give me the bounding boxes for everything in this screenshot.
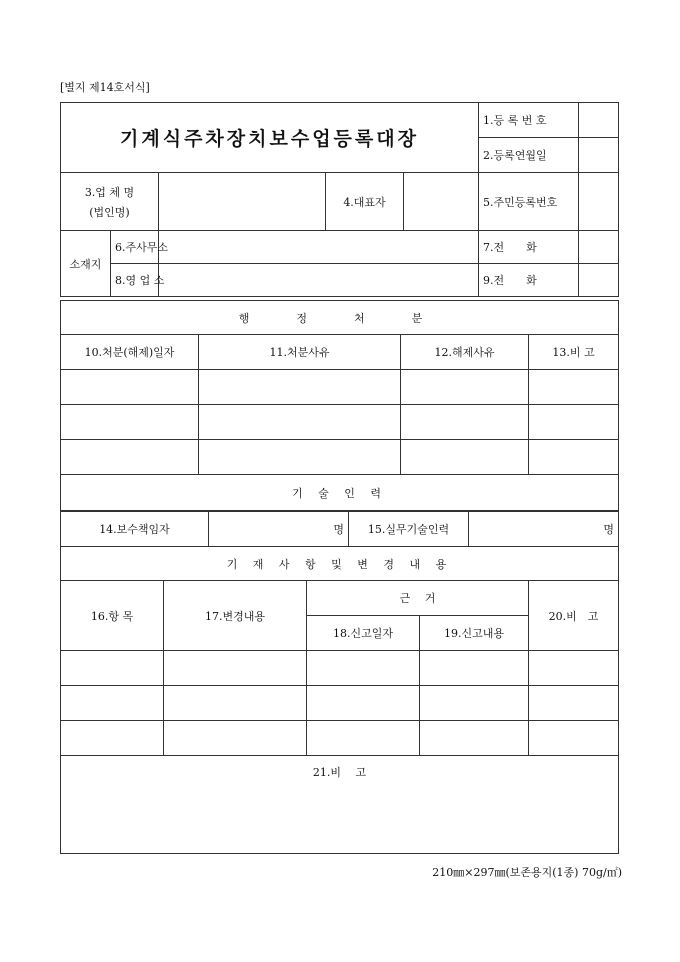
practical-staff-label: 15.실무기술인력 (349, 512, 469, 547)
table-cell[interactable] (61, 405, 199, 440)
company-label-line1: 3.업 체 명 (84, 185, 135, 199)
table-cell[interactable] (420, 721, 529, 756)
table-cell[interactable] (199, 370, 401, 405)
table-cell[interactable] (307, 686, 420, 721)
report-content-header: 19.신고내용 (420, 616, 529, 651)
table-cell[interactable] (529, 686, 619, 721)
maintenance-manager-field[interactable] (209, 512, 349, 547)
main-office-field[interactable] (159, 231, 479, 264)
business-office-field[interactable] (159, 264, 479, 297)
paper-spec-footer: 210㎜×297㎜(보존용지(1종) 70g/㎡) (432, 866, 622, 879)
basis-header: 근 거 (307, 581, 529, 616)
reg-no-field[interactable] (579, 103, 619, 138)
remark20-header: 20.비 고 (529, 581, 619, 651)
table-cell[interactable] (61, 686, 164, 721)
table-cell[interactable] (61, 721, 164, 756)
maintenance-manager-label: 14.보수책임자 (61, 512, 209, 547)
phone2-label: 9.전 화 (479, 264, 579, 297)
resident-no-field[interactable] (579, 173, 619, 231)
practical-staff-field[interactable] (469, 512, 619, 547)
admin-disposition-table (60, 300, 619, 511)
table-row (61, 721, 619, 756)
main-office-label: 6.주사무소 (111, 231, 159, 264)
reg-no-label: 1.등 록 번 호 (479, 103, 579, 138)
disposal-date-header: 10.처분(해제)일자 (61, 335, 199, 370)
reg-date-field[interactable] (579, 138, 619, 173)
tech-section-title: 기 술 인 력 (61, 475, 619, 511)
registration-table (60, 102, 619, 297)
remark21-box[interactable] (61, 756, 619, 854)
phone1-label: 7.전 화 (479, 231, 579, 264)
remark21-label: 21.비 고 (312, 766, 367, 779)
company-name-field[interactable] (159, 173, 326, 231)
table-cell[interactable] (199, 405, 401, 440)
table-row (61, 405, 619, 440)
table-cell[interactable] (164, 651, 307, 686)
changes-table (60, 546, 619, 854)
representative-label: 4.대표자 (326, 173, 404, 231)
table-cell[interactable] (401, 405, 529, 440)
table-cell[interactable] (529, 405, 619, 440)
disposal-reason-header: 11.처분사유 (199, 335, 401, 370)
admin-section-title: 행 정 처 분 (61, 301, 619, 335)
tech-personnel-table (60, 511, 619, 547)
table-row (61, 686, 619, 721)
phone2-field[interactable] (579, 264, 619, 297)
table-cell[interactable] (529, 370, 619, 405)
table-cell[interactable] (401, 370, 529, 405)
company-label-line2: (법인명) (89, 205, 130, 219)
table-row (61, 370, 619, 405)
phone1-field[interactable] (579, 231, 619, 264)
table-cell[interactable] (401, 440, 529, 475)
table-cell[interactable] (61, 370, 199, 405)
release-reason-header: 12.해제사유 (401, 335, 529, 370)
unit-label: 명 (333, 523, 344, 536)
report-date-header: 18.신고일자 (307, 616, 420, 651)
representative-field[interactable] (404, 173, 479, 231)
item-header: 16.항 목 (61, 581, 164, 651)
table-row (61, 651, 619, 686)
table-cell[interactable] (164, 686, 307, 721)
form-number-label: [별지 제14호서식] (60, 81, 150, 94)
table-row (61, 440, 619, 475)
table-cell[interactable] (529, 651, 619, 686)
table-cell[interactable] (307, 721, 420, 756)
table-cell[interactable] (164, 721, 307, 756)
table-cell[interactable] (420, 651, 529, 686)
table-cell[interactable] (307, 651, 420, 686)
table-cell[interactable] (529, 721, 619, 756)
table-cell[interactable] (199, 440, 401, 475)
page-title: 기계식주차장치보수업등록대장 (61, 103, 479, 173)
reg-date-label: 2.등록연월일 (479, 138, 579, 173)
table-cell[interactable] (61, 651, 164, 686)
table-cell[interactable] (61, 440, 199, 475)
location-label: 소재지 (61, 231, 111, 297)
unit-label: 명 (603, 523, 614, 536)
company-name-label (61, 173, 159, 231)
business-office-label: 8.영 업 소 (111, 264, 159, 297)
changes-section-title: 기 재 사 항 및 변 경 내 용 (61, 547, 619, 581)
resident-no-label: 5.주민등록번호 (479, 173, 579, 231)
table-cell[interactable] (529, 440, 619, 475)
change-content-header: 17.변경내용 (164, 581, 307, 651)
table-cell[interactable] (420, 686, 529, 721)
remark-header: 13.비 고 (529, 335, 619, 370)
